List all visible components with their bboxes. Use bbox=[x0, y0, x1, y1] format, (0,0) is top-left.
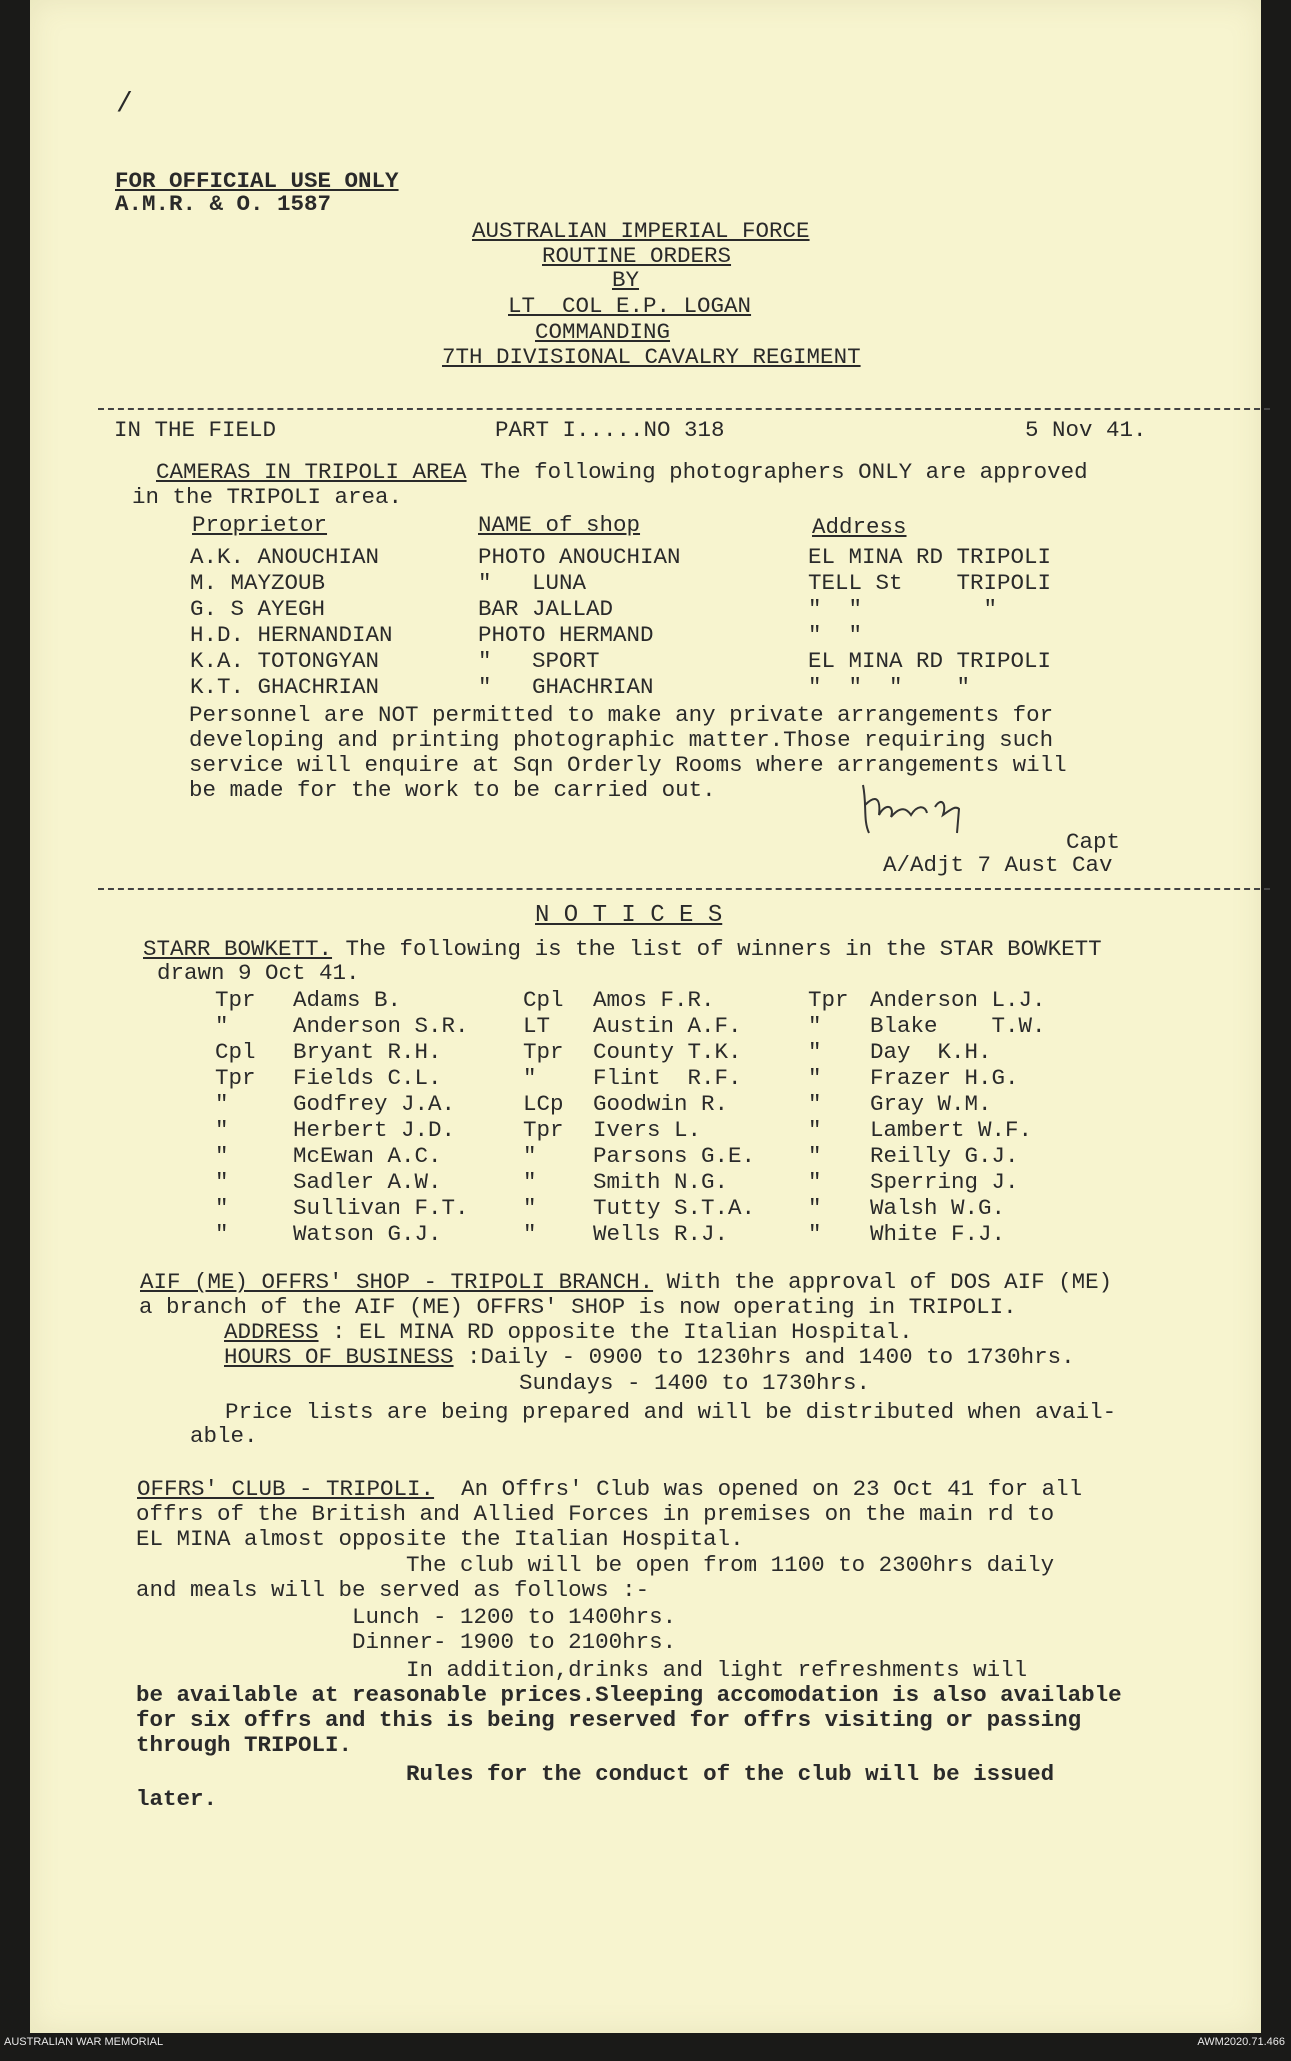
rank-cell: " bbox=[215, 1169, 229, 1195]
name-cell: Flint R.F. bbox=[593, 1065, 742, 1091]
winner-row bbox=[215, 1013, 1046, 1039]
shop-hours-line bbox=[224, 1345, 1075, 1370]
name-cell: Gray W.M. bbox=[870, 1091, 992, 1117]
cameras-body-line: Personnel are NOT permitted to make any private arrangements for bbox=[189, 702, 1054, 728]
handwritten-signature bbox=[855, 775, 1015, 835]
winner-row bbox=[215, 1065, 1046, 1091]
name-cell: Bryant R.H. bbox=[293, 1039, 442, 1065]
club-line: Dinner- 1900 to 2100hrs. bbox=[136, 1629, 677, 1655]
winner-row bbox=[215, 1195, 1046, 1221]
rank-cell: " bbox=[215, 1195, 229, 1221]
winner-row bbox=[215, 1143, 1046, 1169]
photographer-row bbox=[190, 570, 1051, 596]
club-line: through TRIPOLI. bbox=[136, 1732, 353, 1758]
price-list-line2: able. bbox=[190, 1423, 258, 1449]
name-cell: Reilly G.J. bbox=[870, 1143, 1019, 1169]
rank-cell: " bbox=[215, 1117, 229, 1143]
title-line: ROUTINE ORDERS bbox=[542, 243, 732, 269]
rank-cell: Tpr bbox=[215, 1065, 256, 1091]
name-cell: Walsh W.G. bbox=[870, 1195, 1006, 1221]
rank-cell: Tpr bbox=[808, 987, 849, 1013]
club-line: EL MINA almost opposite the Italian Hospital. bbox=[136, 1526, 744, 1552]
cameras-heading-line bbox=[156, 460, 1088, 485]
shop-name-cell: " SPORT bbox=[478, 648, 600, 674]
address-cell: TELL St TRIPOLI bbox=[808, 570, 1052, 596]
name-cell: Frazer H.G. bbox=[870, 1065, 1019, 1091]
rank-cell: Cpl bbox=[523, 987, 564, 1013]
location-label: IN THE FIELD bbox=[114, 417, 277, 443]
document-page bbox=[30, 0, 1261, 2033]
part-number: PART I.....NO 318 bbox=[495, 417, 725, 443]
shop-heading: AIF (ME) OFFRS' SHOP - TRIPOLI BRANCH. bbox=[140, 1269, 654, 1295]
rank-cell: " bbox=[808, 1143, 822, 1169]
shop-name-cell: BAR JALLAD bbox=[478, 596, 614, 622]
price-list-line1: Price lists are being prepared and will be distributed when avail- bbox=[225, 1399, 1117, 1425]
address-label: ADDRESS bbox=[224, 1319, 319, 1345]
order-date: 5 Nov 41. bbox=[1025, 417, 1147, 443]
cameras-body-line: developing and printing photographic matter.Those requiring such bbox=[189, 727, 1054, 753]
hours-label: HOURS OF BUSINESS bbox=[224, 1344, 454, 1370]
rank-cell: Cpl bbox=[215, 1039, 256, 1065]
photographer-row bbox=[190, 596, 1051, 622]
title-line: COMMANDING bbox=[535, 319, 671, 345]
winner-row bbox=[215, 1117, 1046, 1143]
shop-address-line bbox=[224, 1320, 913, 1345]
rank-cell: Tpr bbox=[523, 1039, 564, 1065]
name-cell: County T.K. bbox=[593, 1039, 742, 1065]
rank-cell: " bbox=[808, 1091, 822, 1117]
proprietor-cell: K.T. GHACHRIAN bbox=[190, 674, 380, 700]
name-cell: Anderson L.J. bbox=[870, 987, 1046, 1013]
name-cell: Parsons G.E. bbox=[593, 1143, 756, 1169]
handwritten-mark: / bbox=[116, 89, 133, 120]
proprietor-cell: K.A. TOTONGYAN bbox=[190, 648, 380, 674]
amr-reference: A.M.R. & O. 1587 bbox=[115, 191, 332, 217]
rank-cell: " bbox=[215, 1221, 229, 1247]
proprietor-cell: H.D. HERNANDIAN bbox=[190, 622, 393, 648]
name-cell: Day K.H. bbox=[870, 1039, 992, 1065]
photographer-row bbox=[190, 648, 1051, 674]
winner-row bbox=[215, 1039, 1046, 1065]
rank-cell: " bbox=[523, 1065, 537, 1091]
photographer-row bbox=[190, 544, 1051, 570]
starr-heading-line bbox=[143, 937, 1102, 962]
title-line: BY bbox=[612, 267, 640, 293]
signoff-appointment: A/Adjt 7 Aust Cav bbox=[883, 852, 1113, 878]
club-line: The club will be open from 1100 to 2300hrs daily bbox=[136, 1552, 1055, 1578]
cameras-intro: The following photographers ONLY are approved bbox=[466, 459, 1088, 485]
proprietor-cell: A.K. ANOUCHIAN bbox=[190, 544, 380, 570]
name-cell: Tutty S.T.A. bbox=[593, 1195, 756, 1221]
rank-cell: Tpr bbox=[523, 1117, 564, 1143]
rank-cell: " bbox=[808, 1039, 822, 1065]
name-cell: Fields C.L. bbox=[293, 1065, 442, 1091]
photographer-row bbox=[190, 674, 1051, 700]
shop-name-cell: " GHACHRIAN bbox=[478, 674, 654, 700]
rank-cell: LT bbox=[523, 1013, 551, 1039]
winner-row bbox=[215, 1091, 1046, 1117]
name-cell: Amos F.R. bbox=[593, 987, 715, 1013]
shop-intro-line2: a branch of the AIF (ME) OFFRS' SHOP is now operating in TRIPOLI. bbox=[139, 1294, 1017, 1320]
notices-title: N O T I C E S bbox=[535, 902, 723, 929]
name-cell: Anderson S.R. bbox=[293, 1013, 469, 1039]
rank-cell: " bbox=[808, 1117, 822, 1143]
winner-row bbox=[215, 1221, 1046, 1247]
winner-row bbox=[215, 1169, 1046, 1195]
shop-heading-line bbox=[140, 1270, 1112, 1295]
footer-right: AWM2020.71.466 bbox=[1197, 2036, 1285, 2048]
club-heading: OFFRS' CLUB - TRIPOLI. bbox=[137, 1476, 435, 1502]
address-cell: " " bbox=[808, 622, 863, 648]
shop-name-cell: PHOTO HERMAND bbox=[478, 622, 654, 648]
col-header-address: Address bbox=[812, 514, 907, 540]
rank-cell: " bbox=[523, 1143, 537, 1169]
name-cell: Goodwin R. bbox=[593, 1091, 729, 1117]
winner-row bbox=[215, 987, 1046, 1013]
divider-middle bbox=[98, 888, 1270, 890]
col-header-shop: NAME of shop bbox=[478, 512, 641, 538]
photographers-table bbox=[190, 544, 1051, 700]
name-cell: Blake T.W. bbox=[870, 1013, 1046, 1039]
shop-name-cell: PHOTO ANOUCHIAN bbox=[478, 544, 681, 570]
rank-cell: " bbox=[523, 1169, 537, 1195]
address-cell: EL MINA RD TRIPOLI bbox=[808, 544, 1052, 570]
name-cell: Lambert W.F. bbox=[870, 1117, 1033, 1143]
rank-cell: LCp bbox=[523, 1091, 564, 1117]
address-value: : EL MINA RD opposite the Italian Hospital. bbox=[318, 1319, 913, 1345]
rank-cell: " bbox=[215, 1091, 229, 1117]
title-line: AUSTRALIAN IMPERIAL FORCE bbox=[472, 218, 810, 244]
rank-cell: " bbox=[808, 1065, 822, 1091]
proprietor-cell: M. MAYZOUB bbox=[190, 570, 326, 596]
address-cell: " " " " bbox=[808, 674, 971, 700]
name-cell: White F.J. bbox=[870, 1221, 1006, 1247]
title-line: 7TH DIVISIONAL CAVALRY REGIMENT bbox=[442, 344, 861, 370]
rank-cell: " bbox=[808, 1013, 822, 1039]
club-line: for six offrs and this is being reserved for offrs visiting or passing bbox=[136, 1707, 1082, 1733]
name-cell: Sadler A.W. bbox=[293, 1169, 442, 1195]
divider-top bbox=[98, 408, 1270, 410]
name-cell: Godfrey J.A. bbox=[293, 1091, 456, 1117]
address-cell: " " " bbox=[808, 596, 998, 622]
club-line: Rules for the conduct of the club will be issued bbox=[136, 1761, 1055, 1787]
title-line: LT COL E.P. LOGAN bbox=[508, 293, 752, 319]
proprietor-cell: G. S AYEGH bbox=[190, 596, 326, 622]
name-cell: Herbert J.D. bbox=[293, 1117, 456, 1143]
rank-cell: " bbox=[523, 1195, 537, 1221]
name-cell: McEwan A.C. bbox=[293, 1143, 442, 1169]
shop-hours-sunday: Sundays - 1400 to 1730hrs. bbox=[519, 1370, 871, 1396]
name-cell: Wells R.J. bbox=[593, 1221, 729, 1247]
name-cell: Sullivan F.T. bbox=[293, 1195, 469, 1221]
name-cell: Adams B. bbox=[293, 987, 402, 1013]
name-cell: Ivers L. bbox=[593, 1117, 702, 1143]
rank-cell: " bbox=[523, 1221, 537, 1247]
address-cell: EL MINA RD TRIPOLI bbox=[808, 648, 1052, 674]
rank-cell: " bbox=[215, 1013, 229, 1039]
rank-cell: " bbox=[808, 1221, 822, 1247]
club-line: offrs of the British and Allied Forces in premises on the main rd to bbox=[136, 1501, 1055, 1527]
rank-cell: " bbox=[808, 1195, 822, 1221]
club-line: be available at reasonable prices.Sleeping accomodation is also available bbox=[136, 1682, 1122, 1708]
official-use-label: FOR OFFICIAL USE ONLY bbox=[115, 168, 399, 194]
club-line: In addition,drinks and light refreshments will bbox=[136, 1657, 1028, 1683]
signoff-rank: Capt bbox=[1066, 829, 1121, 855]
starr-intro-line2: drawn 9 Oct 41. bbox=[157, 960, 360, 986]
shop-intro: With the approval of DOS AIF (ME) bbox=[653, 1269, 1113, 1295]
starr-heading: STARR BOWKETT. bbox=[143, 936, 333, 962]
name-cell: Smith N.G. bbox=[593, 1169, 729, 1195]
shop-name-cell: " LUNA bbox=[478, 570, 587, 596]
club-heading-line bbox=[137, 1477, 1082, 1502]
cameras-heading: CAMERAS IN TRIPOLI AREA bbox=[156, 459, 467, 485]
club-line: later. bbox=[136, 1786, 218, 1812]
name-cell: Watson G.J. bbox=[293, 1221, 442, 1247]
name-cell: Austin A.F. bbox=[593, 1013, 742, 1039]
hours-value: :Daily - 0900 to 1230hrs and 1400 to 1730hrs. bbox=[453, 1344, 1075, 1370]
rank-cell: " bbox=[215, 1143, 229, 1169]
cameras-body-line: be made for the work to be carried out. bbox=[189, 777, 716, 803]
rank-cell: Tpr bbox=[215, 987, 256, 1013]
club-line: Lunch - 1200 to 1400hrs. bbox=[136, 1604, 677, 1630]
club-line-0: An Offrs' Club was opened on 23 Oct 41 for all bbox=[434, 1476, 1083, 1502]
club-line: and meals will be served as follows :- bbox=[136, 1577, 650, 1603]
col-header-proprietor: Proprietor bbox=[192, 512, 328, 538]
name-cell: Sperring J. bbox=[870, 1169, 1019, 1195]
footer-left: AUSTRALIAN WAR MEMORIAL bbox=[4, 2036, 164, 2048]
winners-table bbox=[215, 987, 1046, 1247]
rank-cell: " bbox=[808, 1169, 822, 1195]
cameras-body-line: service will enquire at Sqn Orderly Rooms where arrangements will bbox=[189, 752, 1067, 778]
photographer-row bbox=[190, 622, 1051, 648]
cameras-intro-line2: in the TRIPOLI area. bbox=[132, 484, 403, 510]
starr-intro: The following is the list of winners in the STAR BOWKETT bbox=[332, 936, 1102, 962]
